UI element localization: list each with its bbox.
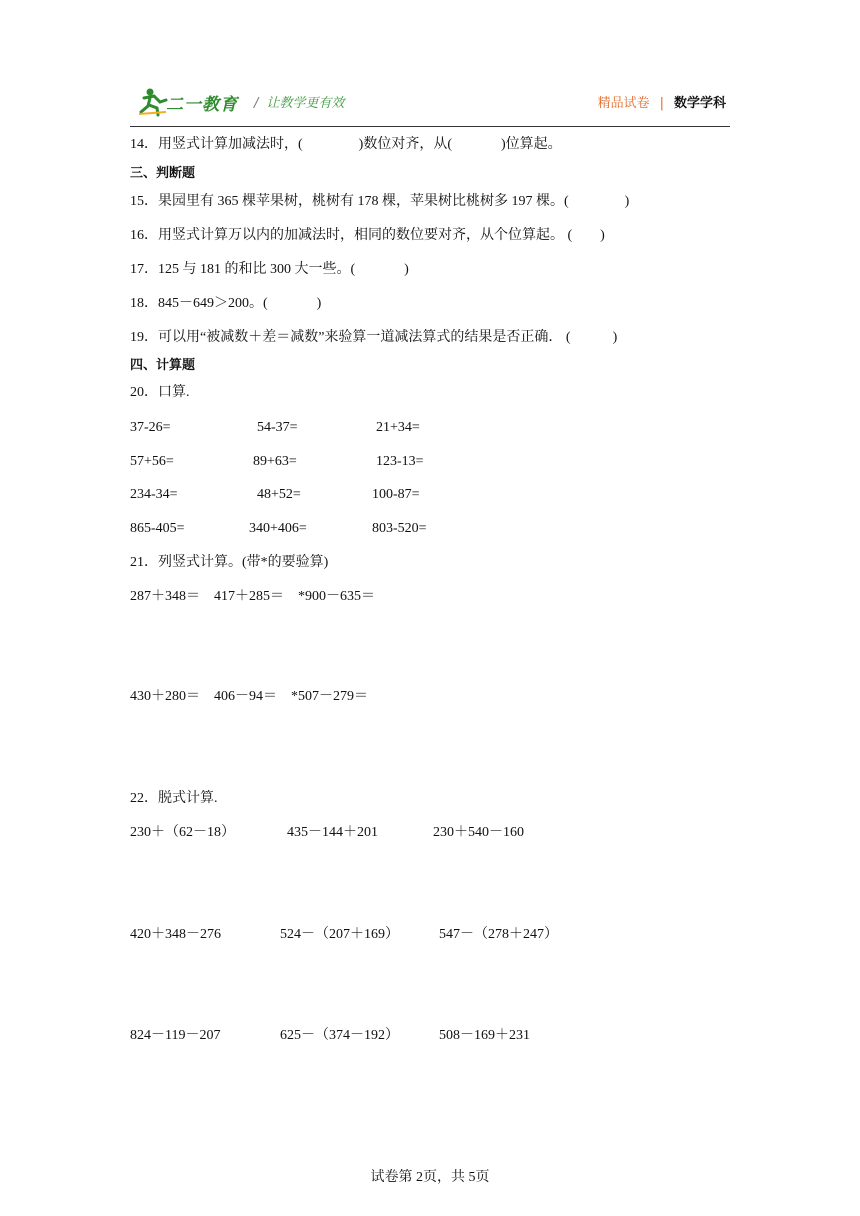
q22-item: 508－169＋231 xyxy=(439,1028,530,1043)
q22-item: 824－119－207 xyxy=(130,1028,221,1043)
q20-item: 340+406= xyxy=(249,521,307,536)
question-14: 14．用竖式计算加减法时，( )数位对齐，从( )位算起。 xyxy=(130,137,562,152)
question-21: 21．列竖式计算。(带*的要验算) xyxy=(130,555,329,570)
q20-item: 234-34= xyxy=(130,487,178,502)
brand-slogan: / 让教学更有效 xyxy=(254,96,345,111)
page-header xyxy=(130,82,730,126)
page-footer: 试卷第 2页，共 5页 xyxy=(370,1170,490,1185)
question-15: 15．果园里有 365 棵苹果树，桃树有 178 棵，苹果树比桃树多 197 棵。( ) xyxy=(130,194,630,209)
q20-item: 48+52= xyxy=(257,487,301,502)
q20-item: 865-405= xyxy=(130,521,185,536)
q22-item: 625－（374－192） xyxy=(280,1028,399,1043)
section-judgement-title: 三、判断题 xyxy=(130,166,196,181)
q21-row-2: 430＋280＝ 406－94＝ *507－279＝ xyxy=(130,689,368,704)
q20-item: 123-13= xyxy=(376,454,424,469)
tag-quality: 精品试卷 xyxy=(597,96,650,111)
q20-item: 57+56= xyxy=(130,454,174,469)
question-18: 18．845－649＞200。( ) xyxy=(130,296,322,311)
q22-item: 435－144＋201 xyxy=(287,825,378,840)
q20-item: 89+63= xyxy=(253,454,297,469)
q22-item: 524－（207＋169） xyxy=(280,927,399,942)
question-17: 17．125 与 181 的和比 300 大一些。( ) xyxy=(130,262,409,277)
q22-item: 547－（278＋247） xyxy=(439,927,558,942)
q22-item: 230＋540－160 xyxy=(433,825,524,840)
q22-item: 420＋348－276 xyxy=(130,927,221,942)
q20-item: 100-87= xyxy=(372,487,420,502)
question-19: 19．可以用“被减数＋差＝减数”来验算一道减法算式的结果是否正确． ( ) xyxy=(130,330,618,345)
q20-item: 803-520= xyxy=(372,521,427,536)
q20-item: 21+34= xyxy=(376,420,420,435)
q20-item: 54-37= xyxy=(257,420,298,435)
tag-subject: 数学学科 xyxy=(673,96,726,111)
subject-tag xyxy=(598,92,726,111)
q22-item: 230＋（62－18） xyxy=(130,825,235,840)
section-calculation-title: 四、计算题 xyxy=(130,358,196,373)
header-rule xyxy=(130,126,730,127)
q20-item: 37-26= xyxy=(130,420,171,435)
brand-name: 二一教育 xyxy=(166,95,238,114)
q21-row-1: 287＋348＝ 417＋285＝ *900－635＝ xyxy=(130,589,375,604)
question-16: 16．用竖式计算万以内的加减法时，相同的数位要对齐，从个位算起。 ( ) xyxy=(130,228,605,243)
question-22: 22．脱式计算. xyxy=(130,791,218,806)
question-20: 20．口算. xyxy=(130,385,190,400)
tag-divider: | xyxy=(659,96,664,111)
slogan-text: 让教学更有效 xyxy=(266,96,345,111)
